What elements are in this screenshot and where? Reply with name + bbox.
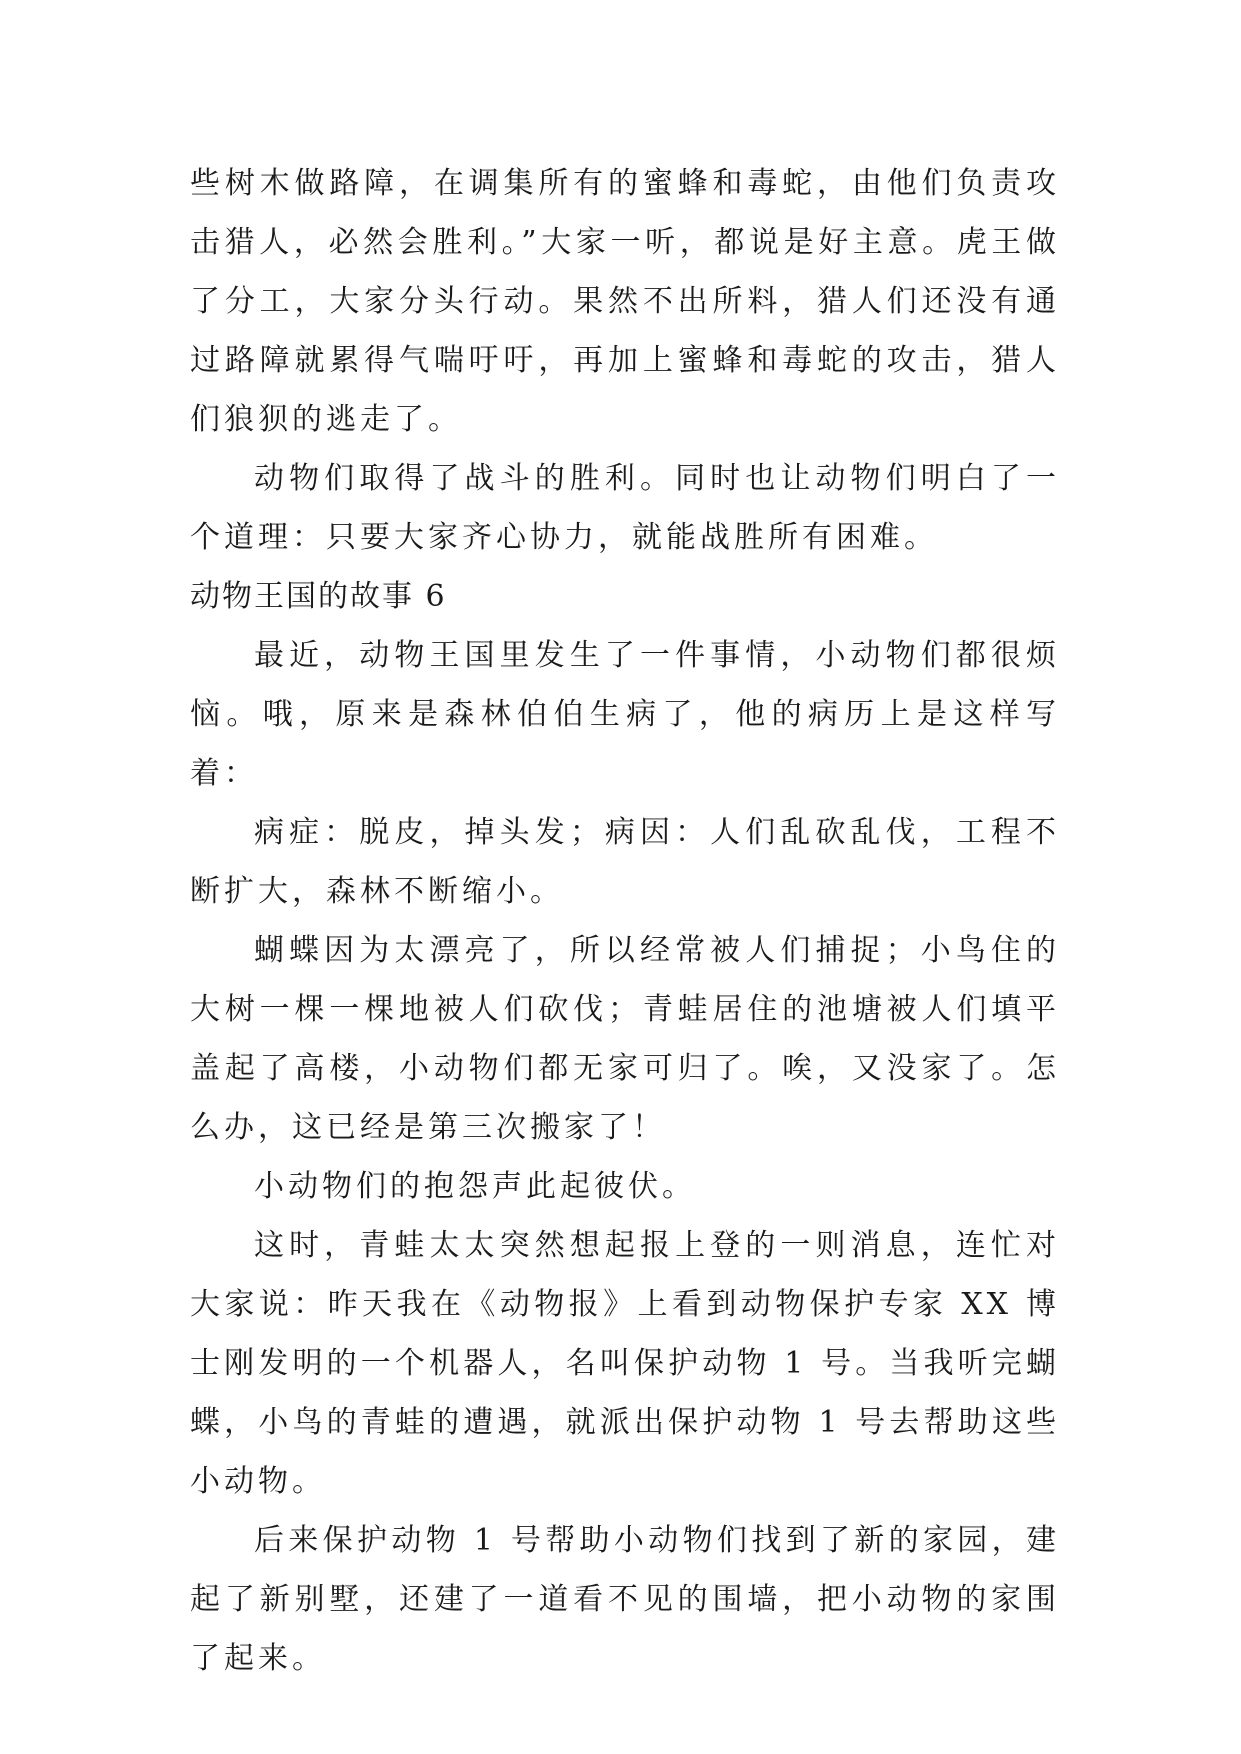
paragraph-lesson: 动物们取得了战斗的胜利。同时也让动物们明白了一个道理：只要大家齐心协力，就能战胜所有困难。 [190,461,1060,555]
paragraph-robot: 这时，青蛙太太突然想起报上登的一则消息，连忙对大家说：昨天我在《动物报》上看到动物保护专家 XX 博士刚发明的一个机器人，名叫保护动物 1 号。当我听完蝴蝶，小鸟的青蛙的遭遇，就派出保护动物 1 号去帮助这些小动物。 [190,1228,1060,1499]
paragraph-diagnosis: 病症：脱皮，掉头发；病因：人们乱砍乱伐，工程不断扩大，森林不断缩小。 [190,815,1060,909]
paragraph-homeless: 蝴蝶因为太漂亮了，所以经常被人们捕捉；小鸟住的大树一棵一棵地被人们砍伐；青蛙居住的池塘被人们填平盖起了高楼，小动物们都无家可归了。唉，又没家了。怎么办，这已经是第三次搬家了！ [190,933,1060,1145]
paragraph-complaints: 小动物们的抱怨声此起彼伏。 [254,1169,696,1204]
paragraph-intro: 最近，动物王国里发生了一件事情，小动物们都很烦恼。哦，原来是森林伯伯生病了，他的病历上是这样写着： [190,638,1060,791]
section-heading: 动物王国的故事 6 [190,579,447,614]
paragraph-continuation: 些树木做路障，在调集所有的蜜蜂和毒蛇，由他们负责攻击猎人，必然会胜利。”大家一听，都说是好主意。虎王做了分工，大家分头行动。果然不出所料，猎人们还没有通过路障就累得气喘吁吁，再加上蜜蜂和毒蛇的攻击，猎人们狼狈的逃走了。 [190,166,1060,437]
paragraph-ending: 后来保护动物 1 号帮助小动物们找到了新的家园，建起了新别墅，还建了一道看不见的围墙，把小动物的家围了起来。 [190,1523,1060,1676]
document-body [190,154,1060,1688]
